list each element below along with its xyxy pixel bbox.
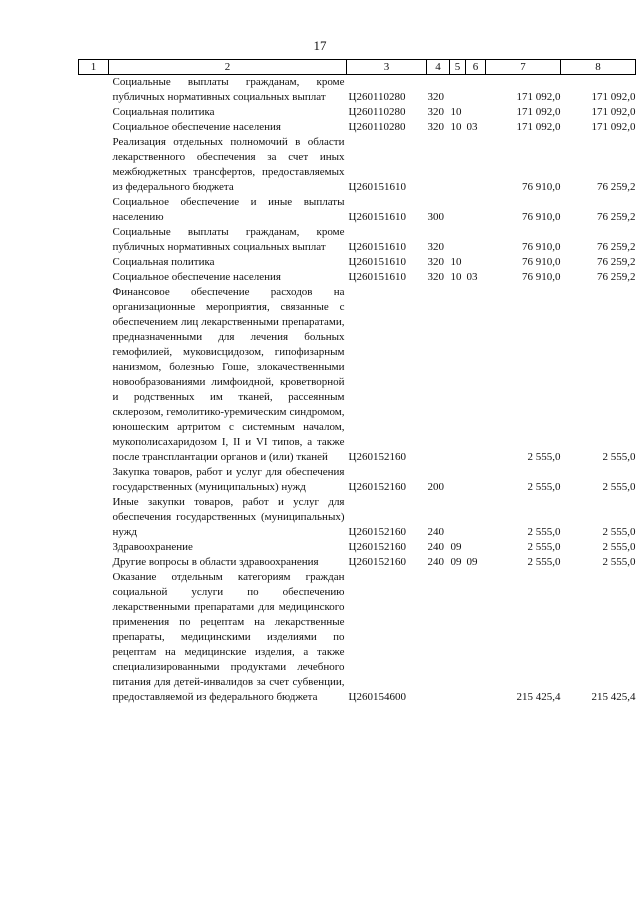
- row-col-6: [466, 225, 486, 255]
- header-col-5: 5: [450, 60, 466, 75]
- row-col-4: [427, 570, 450, 705]
- row-value-7: 2 555,0: [527, 526, 561, 538]
- row-value-7: 171 092,0: [516, 121, 561, 133]
- row-col-5: [450, 225, 466, 255]
- row-name: Социальные выплаты гражданам, кроме публичных нормативных социальных выплат: [112, 226, 345, 253]
- header-col-6: 6: [466, 60, 486, 75]
- row-col-5: [450, 75, 466, 106]
- row-value-8: 2 555,0: [602, 481, 636, 493]
- table-row: [79, 270, 636, 285]
- row-col-1: [79, 255, 109, 270]
- table-row: [79, 495, 636, 540]
- table-row: [79, 555, 636, 570]
- row-col-5: [450, 135, 466, 195]
- row-name: Финансовое обеспечение расходов на организационные мероприятия, связанные с обеспечением лиц лекарственными препаратами, предназначенными для лечения больных гемофилией, муковисцидозом, гипофизарным нанизмом, болезнью Гоше, злокачественными новообразованиями лимфоидной, кроветворной и родственных им тканей, рассеянным склерозом, гемолитико-уремическим синдромом, юношеским артритом с системным началом, мукополисахаридозом I, II и VI типов, а также после трансплантации органов и (или) тканей: [112, 286, 345, 463]
- row-col-5: [450, 195, 466, 225]
- row-col-1: [79, 555, 109, 570]
- row-value-7: 76 910,0: [522, 211, 561, 223]
- row-value-8: 76 259,2: [597, 211, 636, 223]
- row-name: Оказание отдельным категориям граждан социальной услуги по обеспечению лекарственными препаратами для медицинского применения по рецептам на лекарственные препараты, медицинскими изделиями по рецептам на медицинские изделия, а также специализированными продуктами лечебного питания для детей-инвалидов за счет субвенции, предоставляемой из федерального бюджета: [112, 571, 345, 703]
- row-col-1: [79, 225, 109, 255]
- row-value-8: 2 555,0: [602, 541, 636, 553]
- row-col-6: [466, 540, 486, 555]
- row-value-7: 2 555,0: [527, 451, 561, 463]
- row-col-1: [79, 105, 109, 120]
- row-col-6: [466, 285, 486, 465]
- row-col-5: [450, 495, 466, 540]
- row-code: Ц260110280: [348, 121, 406, 133]
- row-value-8: 215 425,4: [591, 691, 636, 703]
- row-code: Ц260154600: [348, 691, 406, 703]
- row-code: Ц260151610: [348, 211, 406, 223]
- page-number: 17: [313, 38, 327, 53]
- row-name: Социальная политика: [112, 256, 215, 268]
- row-col-5: [450, 285, 466, 465]
- table-row: [79, 465, 636, 495]
- row-col-5: 10: [450, 106, 462, 118]
- table-body: [79, 75, 636, 706]
- row-value-8: 76 259,2: [597, 256, 636, 268]
- row-name: Социальные выплаты гражданам, кроме публичных нормативных социальных выплат: [112, 76, 345, 103]
- row-col-6: [466, 195, 486, 225]
- row-value-7: 2 555,0: [527, 481, 561, 493]
- table-row: [79, 135, 636, 195]
- row-col-4: [427, 135, 450, 195]
- row-col-1: [79, 135, 109, 195]
- row-name: Социальное обеспечение населения: [112, 121, 281, 133]
- row-col-1: [79, 465, 109, 495]
- header-col-1: 1: [79, 60, 109, 75]
- row-col-4: [427, 285, 450, 465]
- row-col-5: 10: [450, 256, 462, 268]
- row-col-5: 09: [450, 556, 462, 568]
- row-col-5: [450, 570, 466, 705]
- row-col-6: 03: [466, 271, 478, 283]
- row-col-4: 320: [427, 271, 444, 283]
- row-value-7: 2 555,0: [527, 556, 561, 568]
- row-value-7: 76 910,0: [522, 181, 561, 193]
- row-value-8: 171 092,0: [591, 106, 636, 118]
- row-value-7: 171 092,0: [516, 106, 561, 118]
- row-value-7: 171 092,0: [516, 91, 561, 103]
- row-code: Ц260152160: [348, 451, 406, 463]
- row-code: Ц260152160: [348, 541, 406, 553]
- row-col-6: [466, 570, 486, 705]
- row-col-4: 320: [427, 91, 444, 103]
- row-value-7: 76 910,0: [522, 241, 561, 253]
- header-col-8: 8: [561, 60, 636, 75]
- table-row: [79, 540, 636, 555]
- row-name: Социальное обеспечение и иные выплаты населению: [112, 196, 345, 223]
- row-col-4: 320: [427, 256, 444, 268]
- table-row: [79, 120, 636, 135]
- row-col-1: [79, 120, 109, 135]
- row-col-6: 09: [466, 556, 478, 568]
- row-col-6: [466, 105, 486, 120]
- table-header: [79, 60, 636, 75]
- row-name: Реализация отдельных полномочий в области лекарственного обеспечения за счет иных межбюджетных трансфертов, предоставляемых из федерального бюджета: [112, 136, 345, 193]
- row-value-8: 171 092,0: [591, 91, 636, 103]
- row-col-5: 10: [450, 271, 462, 283]
- row-col-5: 09: [450, 541, 462, 553]
- row-col-6: [466, 465, 486, 495]
- row-value-7: 76 910,0: [522, 256, 561, 268]
- row-col-6: [466, 135, 486, 195]
- row-name: Здравоохранение: [112, 541, 193, 553]
- header-col-4: 4: [427, 60, 450, 75]
- row-value-8: 76 259,2: [597, 181, 636, 193]
- row-code: Ц260152160: [348, 526, 406, 538]
- row-code: Ц260110280: [348, 106, 406, 118]
- row-col-4: 320: [427, 106, 444, 118]
- row-col-4: 200: [427, 481, 444, 493]
- row-name: Другие вопросы в области здравоохранения: [112, 556, 319, 568]
- row-value-7: 215 425,4: [516, 691, 561, 703]
- row-code: Ц260151610: [348, 241, 406, 253]
- row-col-1: [79, 495, 109, 540]
- row-col-6: [466, 495, 486, 540]
- row-col-1: [79, 75, 109, 106]
- row-col-6: 03: [466, 121, 478, 133]
- row-col-1: [79, 195, 109, 225]
- row-code: Ц260151610: [348, 271, 406, 283]
- header-row: [79, 60, 636, 75]
- row-code: Ц260151610: [348, 256, 406, 268]
- row-name: Закупка товаров, работ и услуг для обеспечения государственных (муниципальных) нужд: [112, 466, 345, 493]
- row-col-1: [79, 270, 109, 285]
- row-col-4: 240: [427, 526, 444, 538]
- table-row: [79, 105, 636, 120]
- row-name: Социальная политика: [112, 106, 215, 118]
- row-value-7: 2 555,0: [527, 541, 561, 553]
- row-code: Ц260152160: [348, 556, 406, 568]
- row-col-4: 240: [427, 556, 444, 568]
- table-row: [79, 570, 636, 705]
- table-row: [79, 225, 636, 255]
- row-col-4: 300: [427, 211, 444, 223]
- row-col-1: [79, 540, 109, 555]
- row-value-8: 171 092,0: [591, 121, 636, 133]
- row-value-8: 2 555,0: [602, 556, 636, 568]
- table-row: [79, 75, 636, 106]
- row-value-8: 2 555,0: [602, 526, 636, 538]
- row-col-6: [466, 75, 486, 106]
- row-value-7: 76 910,0: [522, 271, 561, 283]
- row-col-4: 320: [427, 241, 444, 253]
- header-col-3: 3: [347, 60, 427, 75]
- table-row: [79, 195, 636, 225]
- row-name: Иные закупки товаров, работ и услуг для обеспечения государственных (муниципальных) нужд: [112, 496, 345, 538]
- row-col-1: [79, 570, 109, 705]
- row-col-1: [79, 285, 109, 465]
- row-col-6: [466, 255, 486, 270]
- row-col-5: [450, 465, 466, 495]
- row-col-5: 10: [450, 121, 462, 133]
- row-value-8: 76 259,2: [597, 271, 636, 283]
- row-code: Ц260151610: [348, 181, 406, 193]
- row-col-4: 240: [427, 541, 444, 553]
- row-code: Ц260110280: [348, 91, 406, 103]
- table-row: [79, 255, 636, 270]
- row-value-8: 76 259,2: [597, 241, 636, 253]
- row-code: Ц260152160: [348, 481, 406, 493]
- header-col-7: 7: [486, 60, 561, 75]
- row-col-4: 320: [427, 121, 444, 133]
- header-col-2: 2: [109, 60, 347, 75]
- table-row: [79, 285, 636, 465]
- row-name: Социальное обеспечение населения: [112, 271, 281, 283]
- budget-table: [78, 59, 636, 705]
- row-value-8: 2 555,0: [602, 451, 636, 463]
